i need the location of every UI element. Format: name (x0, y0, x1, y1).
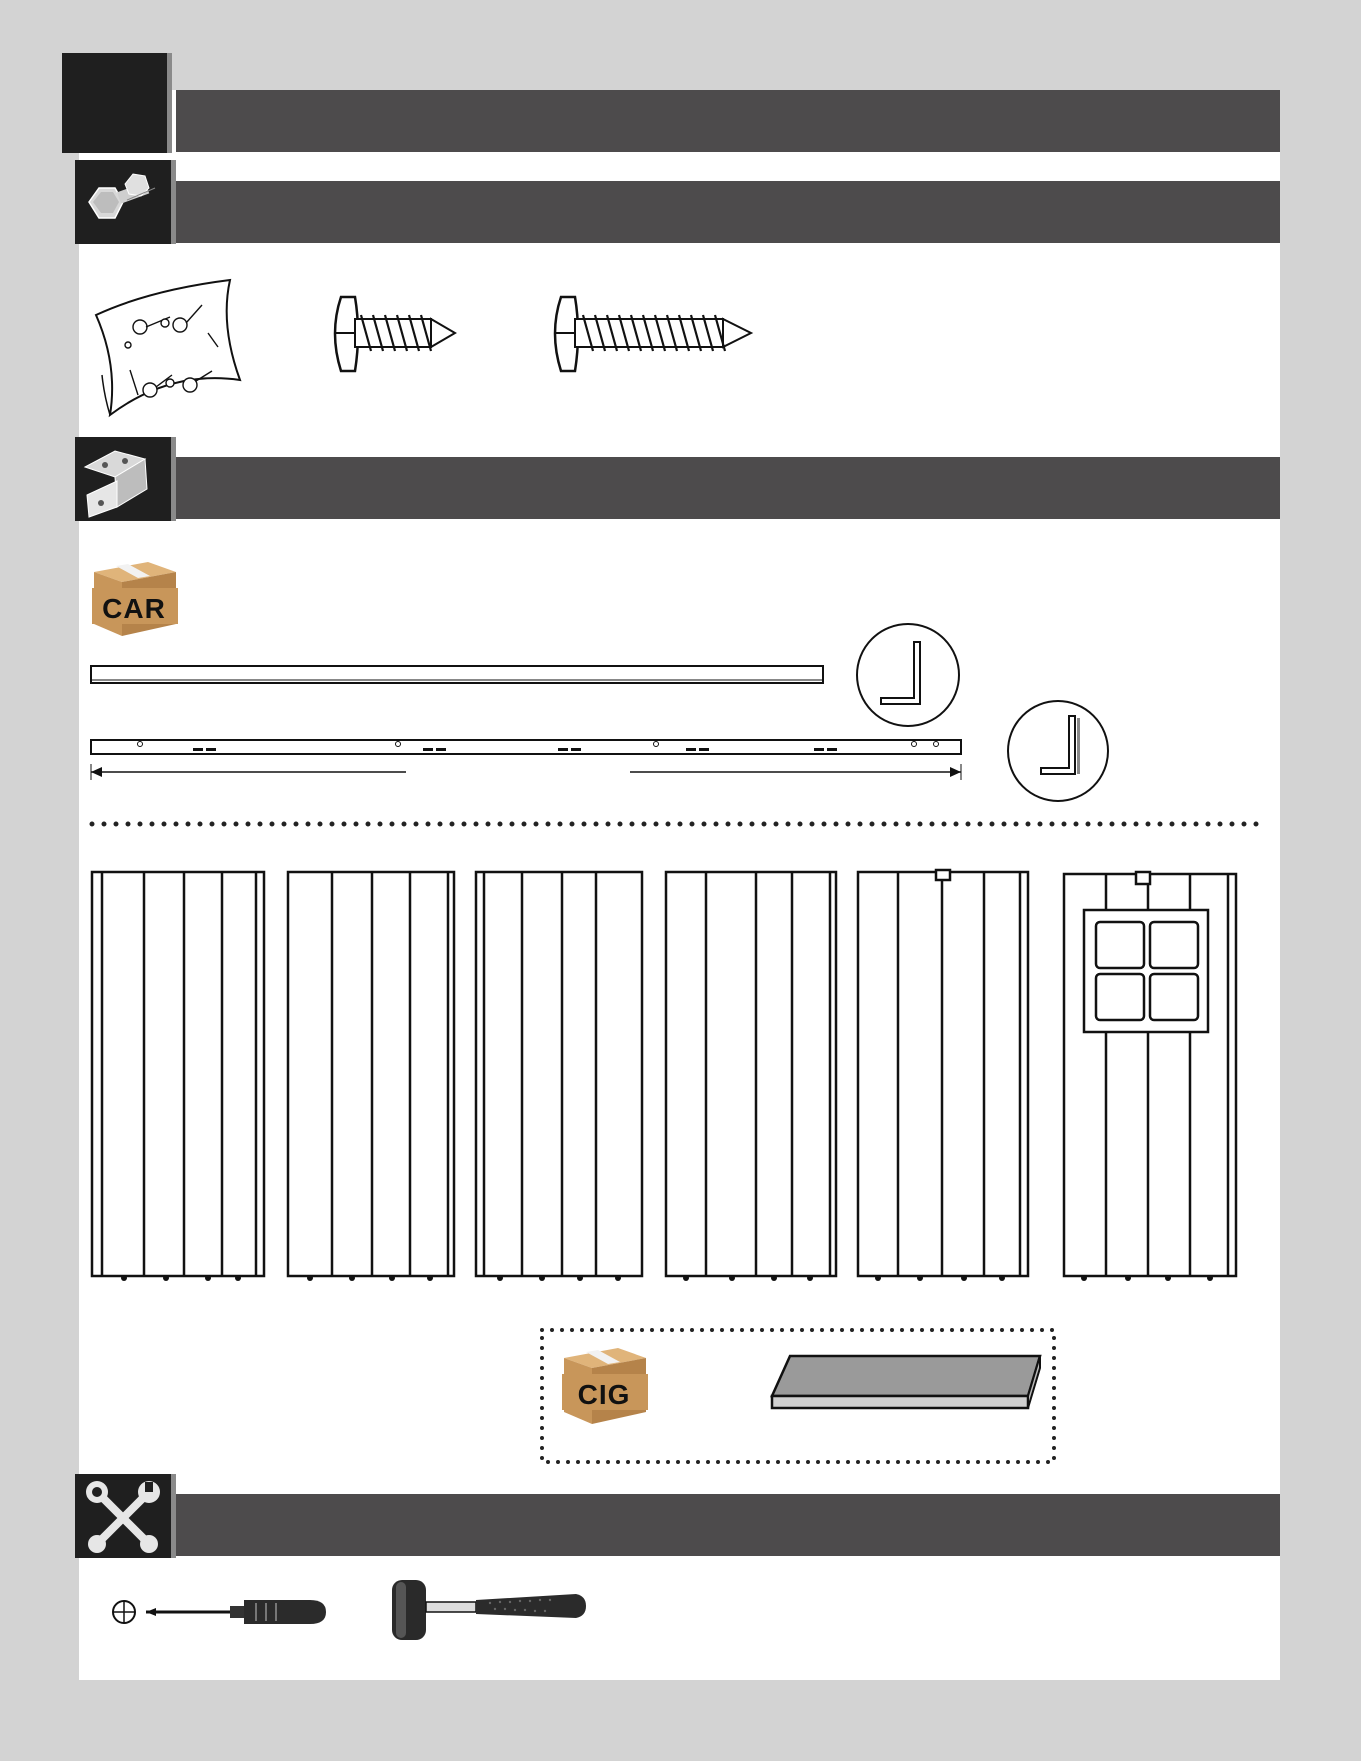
wall-panel-6-window (1064, 872, 1236, 1276)
hardware-icon-box (75, 160, 176, 244)
hardware-bag (90, 275, 250, 430)
wall-panel-3 (476, 872, 642, 1276)
wall-panel-5 (858, 870, 1028, 1276)
bracket-callout-2 (1005, 700, 1115, 805)
parts-icon-box (75, 437, 176, 521)
cardboard-box-icon (90, 558, 180, 638)
long-screw (545, 293, 755, 375)
wall-panels (88, 866, 1248, 1286)
parts-section-bar (176, 457, 1280, 519)
bracket-callout-1 (855, 622, 965, 732)
tools-section-bar (176, 1494, 1280, 1556)
hardware-section-bar (176, 181, 1280, 243)
rubber-mallet-icon (390, 1572, 590, 1644)
shelf-board (768, 1352, 1044, 1414)
box-label-car: CAR (102, 593, 166, 624)
short-screw (325, 293, 465, 375)
wall-panel-4 (666, 872, 836, 1276)
wall-panel-2 (288, 872, 454, 1276)
header-bar (176, 90, 1280, 152)
bracket-icon (75, 437, 171, 521)
cardboard-box-icon (560, 1344, 650, 1428)
rail-parts (88, 660, 968, 780)
wrench-tools-icon (75, 1474, 171, 1558)
box-label-cig: CIG (577, 1379, 631, 1410)
phillips-screwdriver-icon (110, 1588, 332, 1638)
section-divider (88, 818, 1268, 830)
tools-icon-box (75, 1474, 176, 1558)
wall-panel-1 (92, 872, 264, 1276)
step-number-block (62, 53, 172, 153)
bolt-nut-icon (75, 160, 171, 244)
